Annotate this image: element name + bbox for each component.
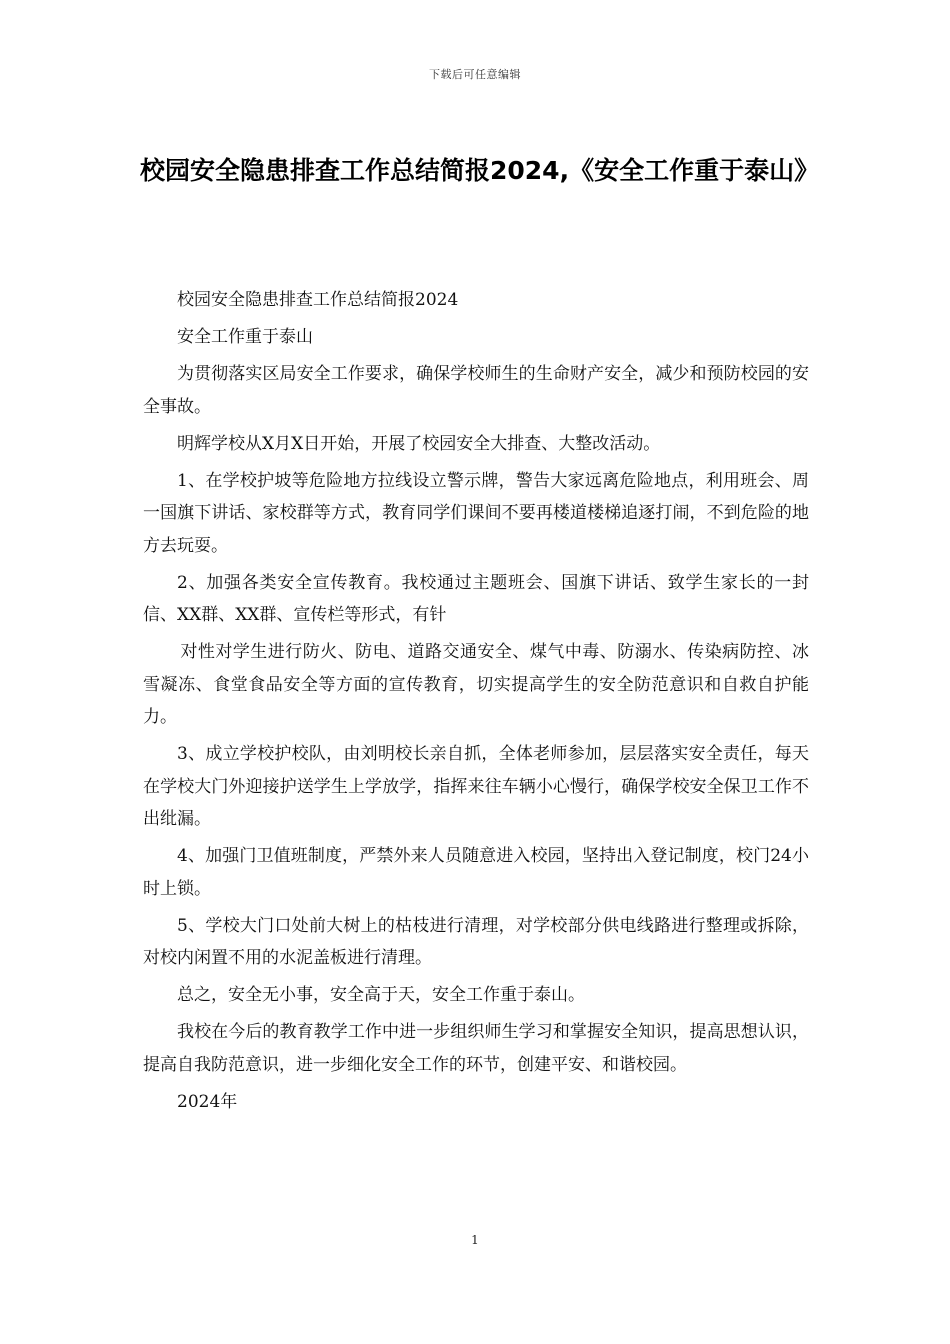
paragraph-intro: 为贯彻落实区局安全工作要求，确保学校师生的生命财产安全，减少和预防校园的安全事故。	[143, 364, 809, 417]
paragraph-date: 2024年	[177, 1091, 238, 1112]
paragraph-slogan: 安全工作重于泰山	[177, 327, 313, 347]
paragraph-summary: 总之，安全无小事，安全高于天，安全工作重于泰山。	[177, 985, 585, 1005]
document-title: 校园安全隐患排查工作总结简报2024,《安全工作重于泰山》	[140, 156, 820, 185]
paragraph-outlook: 我校在今后的教育教学工作中进一步组织师生学习和掌握安全知识，提高思想认识，提高自我防范意识，进一步细化安全工作的环节，创建平安、和谐校园。	[143, 1022, 809, 1075]
page-header-note: 下载后可任意编辑	[429, 68, 521, 81]
paragraph-item-3: 3、成立学校护校队，由刘明校长亲自抓，全体老师参加，层层落实安全责任，每天在学校大门外迎接护送学生上学放学，指挥来往车辆小心慢行，确保学校安全保卫工作不出纰漏。	[143, 744, 809, 829]
paragraph-item-2: 2、加强各类安全宣传教育。我校通过主题班会、国旗下讲话、致学生家长的一封信、XX群、XX群、宣传栏等形式，有针	[143, 572, 809, 625]
paragraph-subtitle: 校园安全隐患排查工作总结简报2024	[177, 290, 459, 310]
paragraph-activity: 明辉学校从X月X日开始，开展了校园安全大排查、大整改活动。	[177, 433, 661, 454]
paragraph-item-1: 1、在学校护坡等危险地方拉线设立警示牌，警告大家远离危险地点，利用班会、周一国旗下讲话、家校群等方式，教育同学们课间不要再楼道楼梯追逐打闹，不到危险的地方去玩耍。	[143, 470, 809, 556]
paragraph-item-4: 4、加强门卫值班制度，严禁外来人员随意进入校园，坚持出入登记制度，校门24小时上锁。	[143, 846, 809, 899]
paragraph-item-5: 5、学校大门口处前大树上的枯枝进行清理，对学校部分供电线路进行整理或拆除，对校内闲置不用的水泥盖板进行清理。	[143, 915, 809, 968]
page-number: 1	[471, 1233, 479, 1247]
document-body	[143, 284, 809, 1123]
paragraph-item-2-continued: 对性对学生进行防火、防电、道路交通安全、煤气中毒、防溺水、传染病防控、冰雪凝冻、食堂食品安全等方面的宣传教育，切实提高学生的安全防范意识和自救自护能力。	[143, 642, 809, 727]
